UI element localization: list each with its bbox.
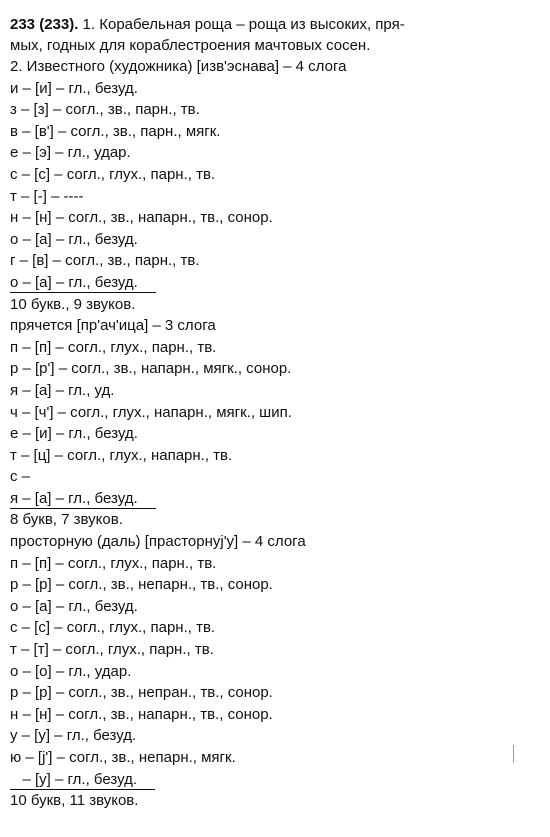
margin-mark xyxy=(513,745,515,763)
exercise-text-1: 1. Корабельная роща – роща из высоких, пря- xyxy=(78,16,405,33)
analysis-line: т – [-] – ---- xyxy=(10,187,84,205)
exercise-text-2: мых, годных для кораблестроения мачтовых сосен. xyxy=(10,37,371,54)
analysis-line: о – [а] – гл., безуд. xyxy=(10,597,138,615)
exercise-header xyxy=(10,14,405,56)
analysis-line: ч – [ч'] – согл., глух., напарн., мягк., шип. xyxy=(10,403,292,421)
analysis-line: ю – [j'] – согл., зв., непарн., мягк. xyxy=(10,749,236,766)
analysis-line: н – [н] – согл., зв., напарн., тв., сонор. xyxy=(10,209,273,227)
analysis-line: и – [и] – гл., безуд. xyxy=(10,79,138,97)
analysis-line: н – [н] – согл., зв., напарн., тв., сонор. xyxy=(10,705,273,723)
header-line-1 xyxy=(10,14,405,35)
analysis-line: р – [р] – согл., зв., непарн., тв., сонор. xyxy=(10,576,273,594)
analysis-line: е – [и] – гл., безуд. xyxy=(10,425,138,443)
summary-line: 8 букв, 7 звуков. xyxy=(10,511,123,529)
summary-line: 10 букв., 9 звуков. xyxy=(10,295,136,313)
underlined-text: я – [а] – гл., безуд. xyxy=(10,490,156,509)
analysis-line: р – [р] – согл., зв., непран., тв., сонор. xyxy=(10,684,273,702)
analysis-line: т – [т] – согл., глух., парн., тв. xyxy=(10,641,214,659)
exercise-number: 233 (233). xyxy=(10,16,79,33)
analysis-line: о – [о] – гл., удар. xyxy=(10,662,132,680)
underlined-text: – [у] – гл., безуд. xyxy=(10,771,155,790)
analysis-line: с – xyxy=(10,468,31,486)
analysis-line: п – [п] – согл., глух., парн., тв. xyxy=(10,338,217,356)
analysis-line: о – [а] – гл., безуд. xyxy=(10,230,138,248)
analysis-line: г – [в] – согл., зв., парн., тв. xyxy=(10,252,200,270)
analysis-line: в – [в'] – согл., зв., парн., мягк. xyxy=(10,122,221,140)
analysis-line: т – [ц] – согл., глух., напарн., тв. xyxy=(10,446,233,464)
word-heading-3: просторную (даль) [прасторнуj'у] – 4 слога xyxy=(10,533,306,551)
analysis-line: р – [р'] – согл., зв., напарн., мягк., сонор. xyxy=(10,360,292,378)
analysis-line: я – [а] – гл., уд. xyxy=(10,381,115,399)
analysis-line: п – [п] – согл., глух., парн., тв. xyxy=(10,554,217,572)
word-heading-1: 2. Известного (художника) [изв'эснава] – 4 слога xyxy=(10,58,347,75)
analysis-line: з – [з] – согл., зв., парн., тв. xyxy=(10,101,200,119)
analysis-line: с – [с] – согл., глух., парн., тв. xyxy=(10,165,216,183)
analysis-line-underlined xyxy=(10,488,346,510)
analysis-line: у – [у] – гл., безуд. xyxy=(10,727,137,745)
analysis-line: е – [э] – гл., удар. xyxy=(10,144,131,162)
summary-line: 10 букв, 11 звуков. xyxy=(10,792,139,810)
analysis-line-underlined xyxy=(10,769,346,791)
underlined-text: о – [а] – гл., безуд. xyxy=(10,274,156,293)
word-heading-2: прячется [пр'ач'ица] – 3 слога xyxy=(10,317,216,335)
phonetic-analysis xyxy=(10,56,346,812)
analysis-line: с – [с] – согл., глух., парн., тв. xyxy=(10,619,216,637)
analysis-line-underlined xyxy=(10,272,346,294)
